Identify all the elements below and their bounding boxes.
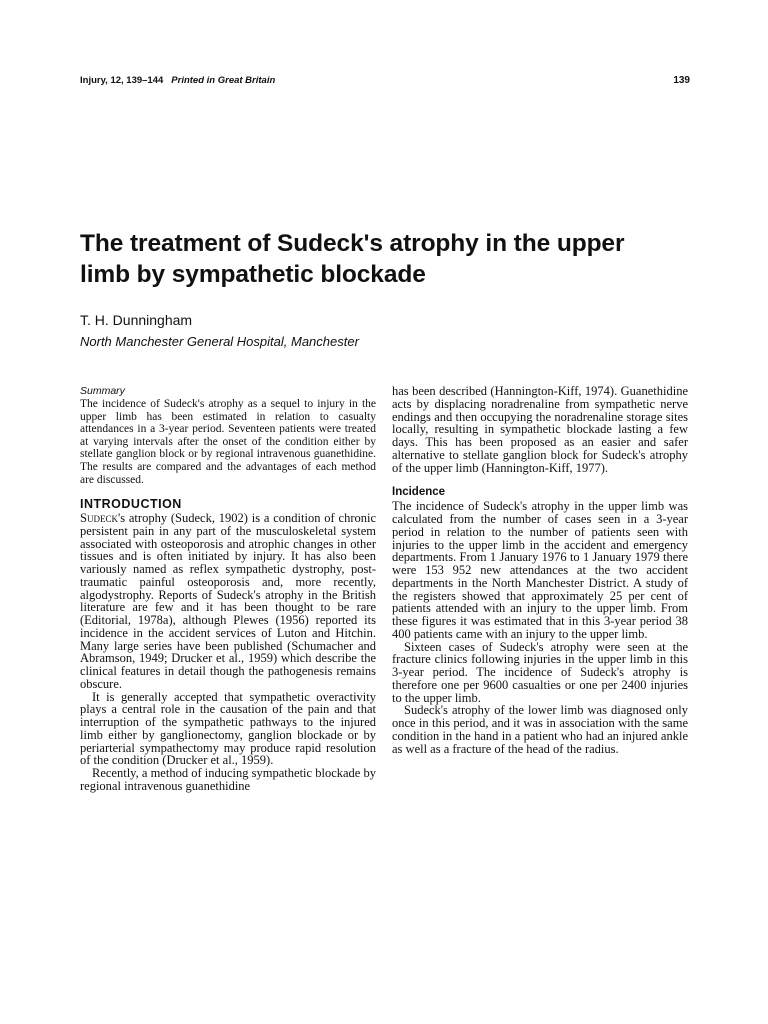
summary-text: The incidence of Sudeck's atrophy as a sequel to injury in the upper limb has been estimated in relation to casualty attendances in a 3-year period. Seventeen patients were treated at varying intervals after the onset of the condition either by stellate ganglion block or by regional intravenous guanethidine. The results are compared and the advantages of each method are discussed.: [80, 398, 376, 486]
citation-text: Injury, 12, 139–144: [80, 75, 164, 86]
summary-heading: Summary: [80, 385, 125, 397]
introduction-lead-word: Sudeck: [80, 511, 118, 526]
page-number: 139: [673, 75, 690, 86]
incidence-paragraph-1: The incidence of Sudeck's atrophy in the upper limb was calculated from the number of cases seen in a 3-year period in relation to the number of patients seen with injuries to the upper limb in the accident and emergency departments. From 1 January 1976 to 1 January 1979 there were 153 952 new attendances at the two accident departments in the North Manchester District. A study of the registers showed that approximately 25 per cent of patients attended with an injury to the upper limb. From these figures it was estimated that in this 3-year period 38 400 patients came with an injury to the upper limb.: [392, 499, 688, 641]
journal-citation: [80, 75, 275, 86]
incidence-paragraph-2: Sixteen cases of Sudeck's atrophy were seen at the fracture clinics following injuries in the upper limb in this 3-year period. The incidence of Sudeck's atrophy is therefore one per 9600 casualties or one per 2400 injuries to the upper limb.: [392, 639, 688, 705]
introduction-paragraph-3: Recently, a method of inducing sympathetic blockade by regional intravenous guanethidine: [80, 766, 376, 793]
incidence-heading: Incidence: [392, 486, 446, 499]
introduction-paragraph-3-continued: has been described (Hannington-Kiff, 1974). Guanethidine acts by displacing noradrenaline from sympathetic nerve endings and then occupying the noradrenaline storage sites locally, resulting in sympathetic blockade lasting a few days. This has been proposed as an easier and safer alternative to stellate ganglion block for Sudeck's atrophy of the upper limb (Hannington-Kiff, 1977).: [392, 384, 688, 475]
left-column: [80, 385, 376, 793]
running-head: [80, 75, 690, 89]
incidence-paragraph-3: Sudeck's atrophy of the lower limb was diagnosed only once in this period, and it was in association with the same condition in the hand in a patient who had an injured ankle as well as a fracture of the head of the radius.: [392, 703, 688, 756]
introduction-paragraph-2: It is generally accepted that sympathetic overactivity plays a central role in the causation of the pain and that interruption of the sympathetic pathways to the injured limb either by ganglionectomy, ganglion blockade or by periarterial sympathectomy may produce rapid resolution of the condition (Drucker et al., 1959).: [80, 689, 376, 768]
author-name: T. H. Dunningham: [80, 312, 193, 328]
introduction-heading: INTRODUCTION: [80, 497, 182, 512]
introduction-paragraph-1-text: 's atrophy (Sudeck, 1902) is a condition of chronic persistent pain in any part of the musculoskeletal system associated with osteoporosis and atrophic changes in other tissues and is often initiated by injury. It has also been variously named as reflex sympathetic dystrophy, post-traumatic painful osteoporosis and, more recently, algodystrophy. Reports of Sudeck's atrophy in the British literature are few and it has been thought to be rare (Editorial, 1978a), although Plewes (1956) reported its incidence in the accident services of Luton and Hitchin. Many large series have been published (Schumacher and Abramson, 1949; Drucker et al., 1959) which describe the clinical features in detail though the pathogenesis remains obscure.: [80, 511, 376, 691]
right-column: [392, 385, 688, 755]
author-affiliation: North Manchester General Hospital, Manchester: [80, 334, 359, 349]
article-title: The treatment of Sudeck's atrophy in the upper limb by sympathetic blockade: [80, 230, 625, 288]
printed-in-note: Printed in Great Britain: [171, 75, 276, 86]
introduction-paragraph-1: [80, 512, 376, 691]
